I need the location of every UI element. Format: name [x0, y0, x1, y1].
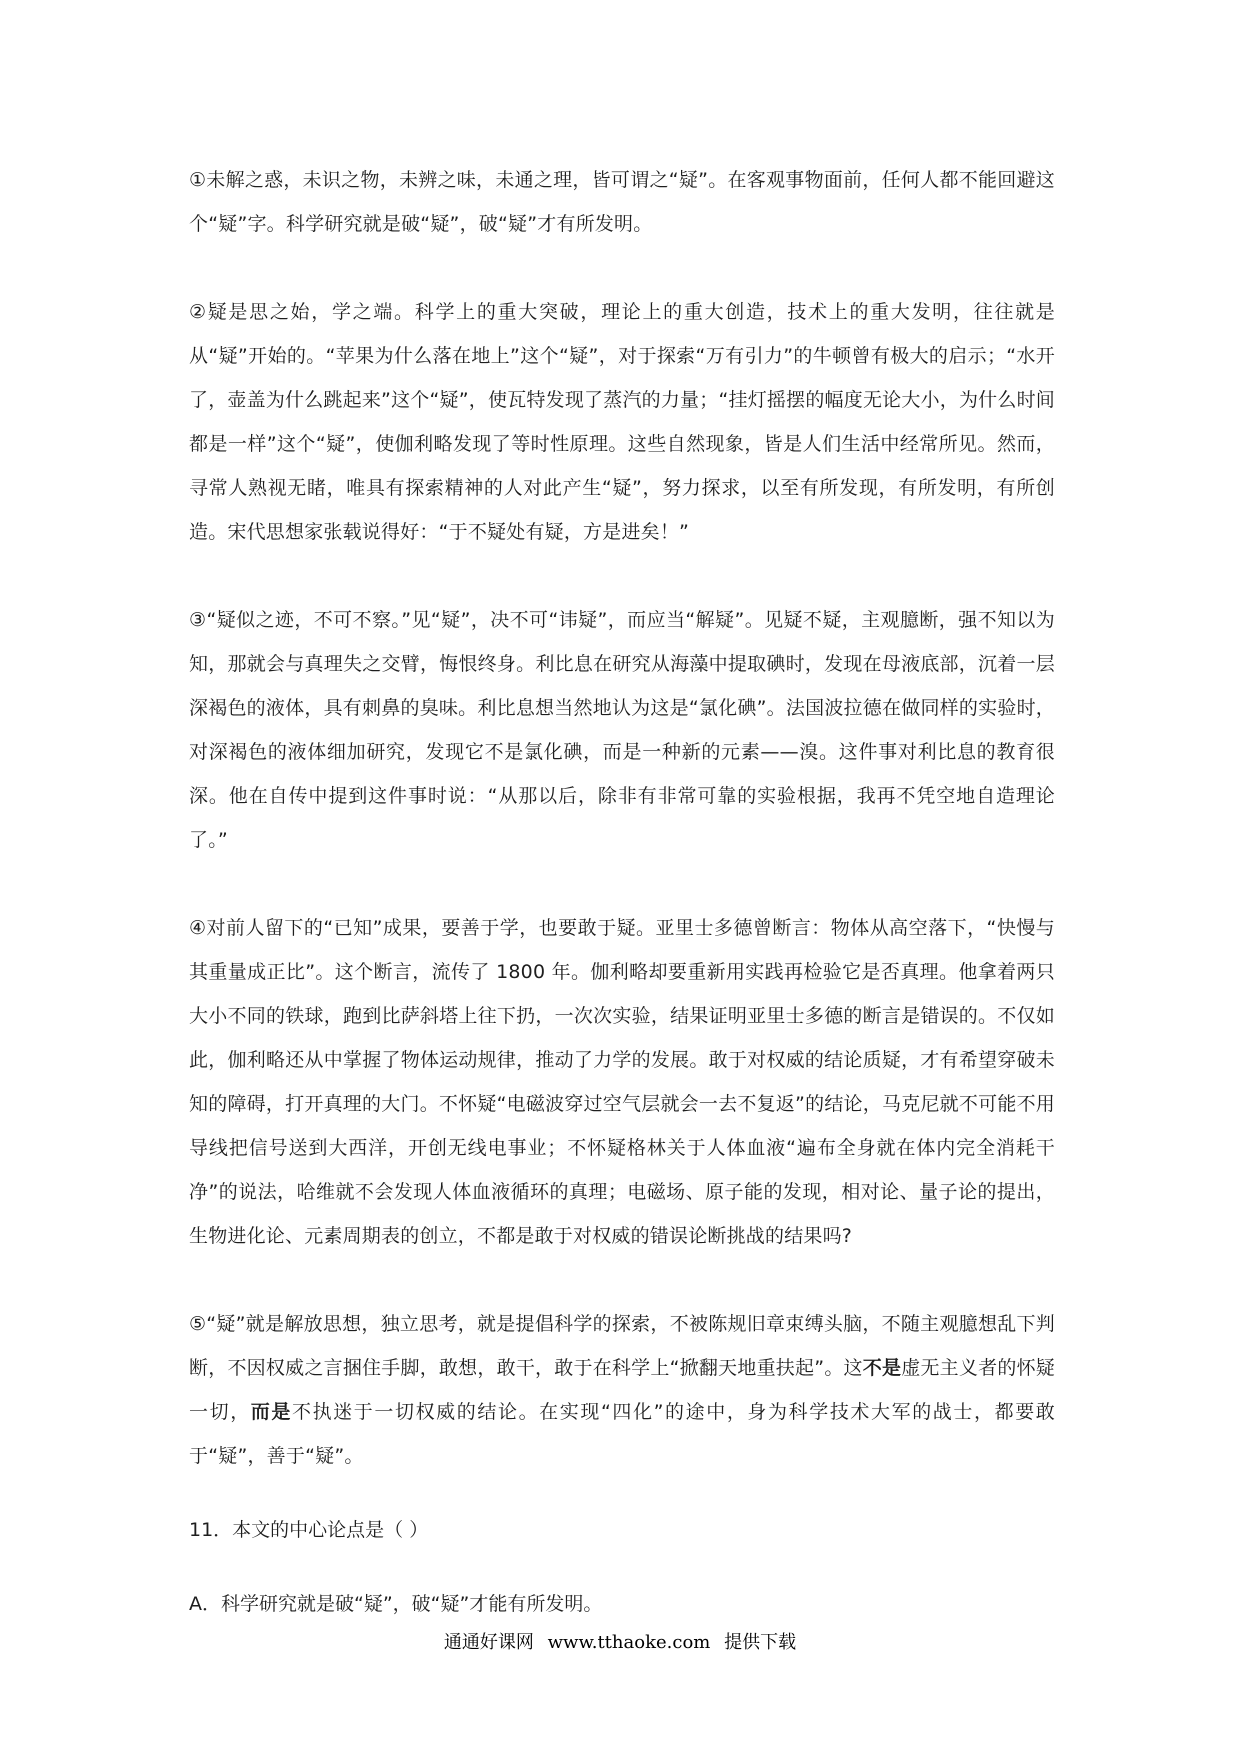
paragraph-4: ④对前人留下的“已知”成果，要善于学，也要敢于疑。亚里士多德曾断言：物体从高空落下，“快慢与其重量成正比”。这个断言，流传了 1800 年。伽利略却要重新用实践再检验它是否真理。他拿着两只大小不同的铁球，跑到比萨斜塔上往下扔，一次次实验，结果证明亚里士多德的断言是错误的。不仅如此，伽利略还从中掌握了物体运动规律，推动了力学的发展。敢于对权威的结论质疑，才有希望穿破未知的障碍，打开真理的大门。不怀疑“电磁波穿过空气层就会一去不复返”的结论，马克尼就不可能不用导线把信号送到大西洋，开创无线电事业；不怀疑格林关于人体血液“遍布全身就在体内完全消耗干净”的说法，哈维就不会发现人体血液循环的真理；电磁场、原子能的发现，相对论、量子论的提出，生物进化论、元素周期表的创立，不都是敢于对权威的错误论断挑战的结果吗? [189, 917, 1055, 1247]
paragraph-5 [189, 1302, 1055, 1478]
paragraph-5-bold-1: 不是 [862, 1357, 902, 1379]
paragraph-3: ③“疑似之迹，不可不察。”见“疑”，决不可“讳疑”，而应当“解疑”。见疑不疑，主观臆断，强不知以为知，那就会与真理失之交臂，悔恨终身。利比息在研究从海藻中提取碘时，发现在母液底部，沉着一层深褐色的液体，具有刺鼻的臭味。利比息想当然地认为这是“氯化碘”。法国波拉德在做同样的实验时，对深褐色的液体细加研究，发现它不是氯化碘，而是一种新的元素——溴。这件事对利比息的教育很深。他在自传中提到这件事时说：“从那以后，除非有非常可靠的实验根据，我再不凭空地自造理论了。” [189, 609, 1055, 851]
footer-site-name: 通通好课网 [443, 1632, 534, 1653]
footer-url: www.tthaoke.com [547, 1632, 711, 1653]
article-body [189, 158, 1055, 1626]
question-11-stem: 11．本文的中心论点是（ ） [189, 1519, 429, 1541]
paragraph-5-text-1: ⑤“疑”就是解放思想，独立思考，就是提倡科学的探索，不被陈规旧章束缚头脑，不随主观臆想乱下判断，不因权威之言捆住手脚，敢想，敢干，敢于在科学上“掀翻天地重扶起”。这 [189, 1313, 1055, 1379]
question-11-option-a: A．科学研究就是破“疑”，破“疑”才能有所发明。 [189, 1593, 603, 1615]
paragraph-5-text-3: 不执迷于一切权威的结论。在实现“四化”的途中，身为科学技术大军的战士，都要敢于“疑”，善于“疑”。 [189, 1401, 1055, 1467]
paragraph-5-bold-2: 而是 [250, 1401, 292, 1423]
paragraph-2: ②疑是思之始，学之端。科学上的重大突破，理论上的重大创造，技术上的重大发明，往往就是从“疑”开始的。“苹果为什么落在地上”这个“疑”，对于探索“万有引力”的牛顿曾有极大的启示；“水开了，壶盖为什么跳起来”这个“疑”，使瓦特发现了蒸汽的力量；“挂灯摇摆的幅度无论大小，为什么时间都是一样”这个“疑”，使伽利略发现了等时性原理。这些自然现象，皆是人们生活中经常所见。然而，寻常人熟视无睹，唯具有探索精神的人对此产生“疑”，努力探求，以至有所发现，有所发明，有所创造。宋代思想家张载说得好：“于不疑处有疑，方是进矣！” [189, 301, 1055, 543]
page-footer [0, 1628, 1240, 1654]
footer-suffix: 提供下载 [724, 1632, 797, 1653]
paragraph-5-text-2: 虚无主义者的怀疑一切， [189, 1357, 1055, 1423]
paragraph-1: ①未解之惑，未识之物，未辨之味，未通之理，皆可谓之“疑”。在客观事物面前，任何人都不能回避这个“疑”字。科学研究就是破“疑”，破“疑”才有所发明。 [189, 169, 1055, 235]
